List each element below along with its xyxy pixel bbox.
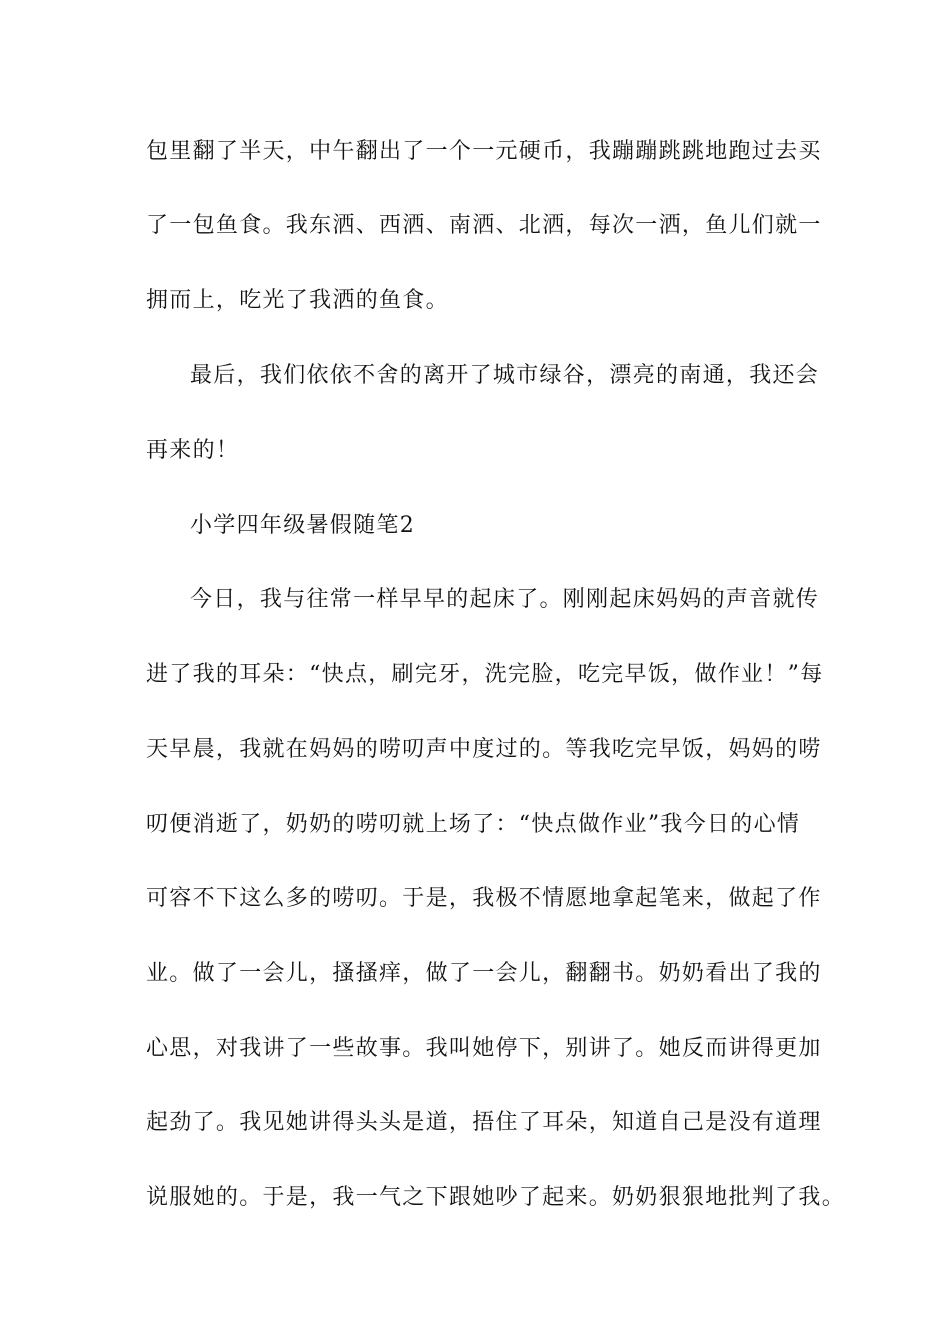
text-line-14: 起劲了。我见她讲得头头是道，捂住了耳朵，知道自己是没有道理 xyxy=(146,1110,822,1135)
text-line-7: 今日，我与往常一样早早的起床了。刚刚起床妈妈的声音就传 xyxy=(190,587,820,612)
text-line-12: 业。做了一会儿，搔搔痒，做了一会儿，翻翻书。奶奶看出了我的 xyxy=(146,961,822,986)
text-line-9: 天早晨，我就在妈妈的唠叨声中度过的。等我吃完早饭，妈妈的唠 xyxy=(146,737,822,762)
text-line-4: 最后，我们依依不舍的离开了城市绿谷，漂亮的南通，我还会 xyxy=(190,363,820,388)
text-line-2: 了一包鱼食。我东洒、西洒、南洒、北洒，每次一洒，鱼儿们就一 xyxy=(146,213,822,238)
text-line-11: 可容不下这么多的唠叨。于是，我极不情愿地拿起笔来，做起了作 xyxy=(146,886,822,911)
text-line-8: 进了我的耳朵：“快点，刷完牙，洗完脸，吃完早饭，做作业！”每 xyxy=(146,662,824,687)
text-line-1: 包里翻了半天，中午翻出了一个一元硬币，我蹦蹦跳跳地跑过去买 xyxy=(146,139,822,164)
text-line-15: 说服她的。于是，我一气之下跟她吵了起来。奶奶狠狠地批判了我。 xyxy=(146,1185,846,1210)
text-line-10: 叨便消逝了，奶奶的唠叨就上场了：“快点做作业”我今日的心情 xyxy=(146,812,801,837)
text-line-3: 拥而上，吃光了我洒的鱼食。 xyxy=(146,288,449,313)
section-heading: 小学四年级暑假随笔2 xyxy=(190,513,415,538)
text-line-13: 心思，对我讲了一些故事。我叫她停下，别讲了。她反而讲得更加 xyxy=(146,1036,822,1061)
text-line-5: 再来的！ xyxy=(146,438,240,463)
